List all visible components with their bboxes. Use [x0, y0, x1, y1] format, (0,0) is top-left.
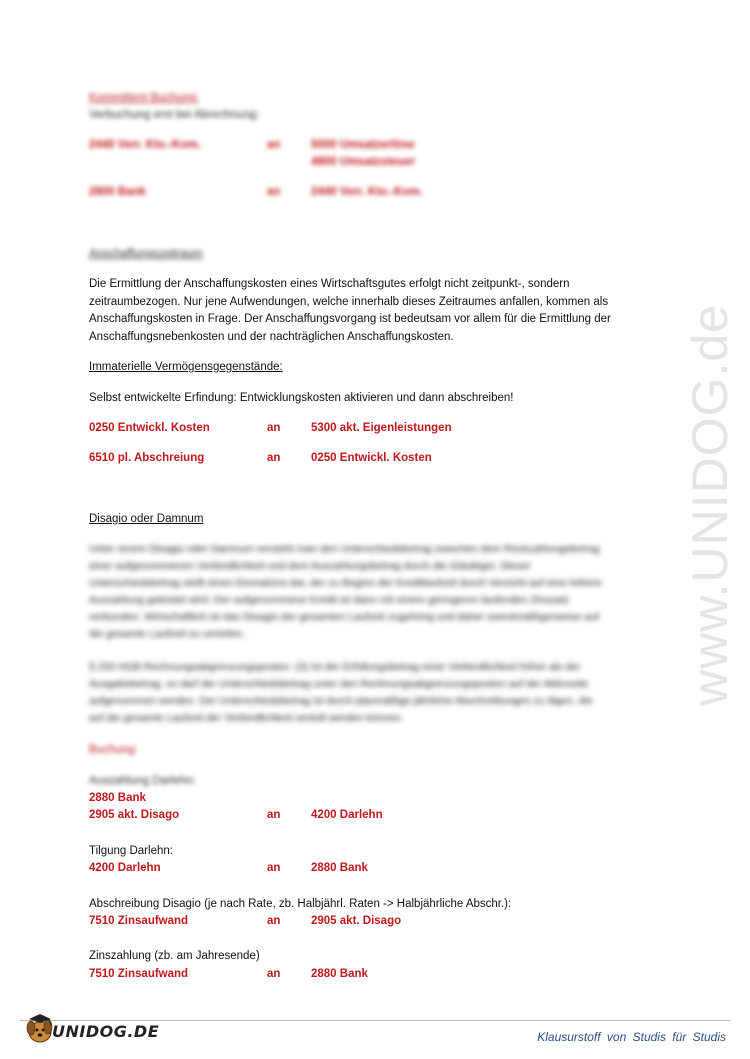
abschreibung-credit: 2905 akt. Disago: [311, 915, 402, 927]
paragraph-line: Anschaffungsnebenkosten und der nachträglichen Anschaffungskosten.: [89, 330, 454, 343]
kommittent-row1-credit1: 5000 Umsatzerlöse: [311, 139, 415, 151]
abschreibung-debit: 7510 Zinsaufwand: [89, 915, 189, 927]
auszahlung-label: Auszahlung Darlehn:: [89, 775, 196, 787]
immateriell-row2-credit: 0250 Entwickl. Kosten: [311, 452, 432, 464]
paragraph-line: einer aufgenommenen Verbindlichkeit und dem Auszahlungsbetrag durch die Gläubiger. Dieser: [89, 560, 531, 572]
zins-label: Zinszahlung (zb. am Jahresende): [89, 950, 260, 962]
paragraph-line: Anschaffungskosten in Frage. Der Anschaffungsvorgang ist bedeutsam vor allem für die Ermittlung der: [89, 313, 611, 325]
paragraph-line: Ausgabebetrag, so darf der Unterschiedsbetrag unter den Rechnungsabgrenzungsposten auf der Aktivseite: [89, 678, 589, 690]
paragraph-line: zeitraumbezogen. Nur jene Aufwendungen, welche innerhalb dieses Zeitraumes anfallen, kommen als: [89, 295, 609, 308]
auszahlung-row2-credit: 4200 Darlehn: [311, 809, 383, 821]
paragraph-line: § 250 HGB Rechnungsabgrenzungsposten: (3) Ist der Erfüllungsbetrag einer Verbindlichkeit höher als der: [89, 661, 581, 673]
tilgung-credit: 2880 Bank: [311, 862, 368, 874]
immateriell-row1-debit: 0250 Entwickl. Kosten: [89, 422, 210, 434]
anschaffung-heading: Anschaffungszeitraum: [89, 248, 203, 260]
buchung-label: Buchung:: [89, 744, 138, 756]
abschreibung-an: an: [267, 915, 281, 927]
immateriell-row2-debit: 6510 pl. Abschreiung: [89, 452, 205, 464]
paragraph-line: verbunden. Wirtschaftlich ist das Disagio der gesamten Laufzeit zugehörig und daher zweckmäßigerweise auf: [89, 611, 600, 623]
footer-tagline: Klausurstoff von Studis für Studis: [537, 1030, 726, 1044]
auszahlung-row2-an: an: [267, 809, 281, 821]
kommittent-row2-credit: 2440 Verr. Kto.-Kom.: [311, 186, 423, 198]
kommittent-row2-debit: 2800 Bank: [89, 186, 146, 198]
kommittent-subheading: Verbuchung erst bei Abrechnung:: [89, 109, 260, 121]
kommittent-row1-debit: 2440 Verr. Kto.-Kom.: [89, 139, 201, 151]
paragraph-line: Auszahlung geleistet wird. Der aufgenommene Kredit ist dann mit einem geringeren laufenden Zinssatz: [89, 594, 570, 606]
zins-credit: 2880 Bank: [311, 968, 368, 980]
kommittent-row1-credit2: 4800 Umsatzsteuer: [311, 156, 416, 168]
paragraph-line: Unter einem Disagio oder Damnum versteht man den Unterschiedsbetrag zwischen dem Rückzahlungsbetrag: [89, 543, 600, 555]
auszahlung-row2-debit: 2905 akt. Disago: [89, 809, 180, 821]
disagio-heading: Disagio oder Damnum: [89, 513, 204, 525]
kommittent-heading: Kommittent Buchung:: [89, 92, 199, 104]
kommittent-row2-an: an: [267, 186, 281, 198]
immateriell-intro: Selbst entwickelte Erfindung: Entwicklungskosten aktivieren und dann abschreiben!: [89, 392, 514, 404]
logo-text: UNIDOG.DE: [52, 1022, 160, 1041]
paragraph-line: Unterschiedsbetrag stellt einen Einmalzins dar, der zu Beginn der Kreditlaufzeit durch Verzicht auf eine höhere: [89, 577, 603, 589]
anschaffung-paragraph: [89, 276, 659, 346]
tilgung-an: an: [267, 862, 281, 874]
zins-debit: 7510 Zinsaufwand: [89, 968, 189, 980]
auszahlung-row1-debit: 2880 Bank: [89, 792, 146, 804]
tilgung-debit: 4200 Darlehn: [89, 862, 161, 874]
immateriell-row1-an: an: [267, 422, 281, 434]
disagio-paragraph-2: [89, 659, 659, 727]
immateriell-row1-credit: 5300 akt. Eigenleistungen: [311, 422, 452, 434]
immateriell-row2-an: an: [267, 452, 281, 464]
document-page: www.UNIDOG.de Kommittent Buchung: Verbuchung erst bei Abrechnung: 2440 Verr. Kto.-Kom. an 5000 Umsatzerlöse 4800 Umsatzsteuer 2800 Bank an 2440 Verr. Kto.-Kom. Anschaffungszeitraum Die Ermittlung der Anschaffungskosten eines Wirtschaftsgutes erfolgt nicht zeitpunkt-, sondern zeitraumbezogen. Nur jene Aufwendungen, welche innerhalb dieses Zeitraumes anfallen, kommen als Anschaffungskosten in Frage. Der Anschaffungsvorgang ist bedeutsam vor allem für die Ermittlung der Anschaffungsnebenkosten und der nachträglichen Anschaffungskosten. Immaterielle Vermögensgegenstände: Selbst entwickelte Erfindung: Entwicklungskosten aktivieren und dann abschreiben! 0250 Entwickl. Kosten an 5300 akt. Eigenleistungen 6510 pl. Abschreiung an 0250 Entwickl. Kosten Disagio oder Damnum Unter einem Disagio oder Damnum versteht man den Unterschiedsbetrag zwischen dem Rückzahlungsbetrag einer aufgenommenen Verbindlichkeit und dem Auszahlungsbetrag durch die Gläubiger. Dieser Unterschiedsbetrag stellt einen Einmalzins dar, der zu Beginn der Kreditlaufzeit durch Verzicht auf eine höhere Auszahlung geleistet wird. Der aufgenommene Kredit ist dann mit einem geringeren laufenden Zinssatz verbunden. Wirtschaftlich ist das Disagio der gesamten Laufzeit zugehörig und daher zweckmäßigerweise auf die gesamte Laufzeit zu verteilen. § 250 HGB Rechnungsabgrenzungsposten: (3) Ist der Erfüllungsbetrag einer Verbindlichkeit höher als der Ausgabebetrag, so darf der Unterschiedsbetrag unter den Rechnungsabgrenzungsposten auf der Aktivseite aufgenommen werden. Der Unterschiedsbetrag ist durch planmäßige jährliche Abschreibungen zu tilgen, die auf die gesamte Laufzeit der Verbindlichkeit verteilt werden können. Buchung: Auszahlung Darlehn: 2880 Bank 2905 akt. Disago an 4200 Darlehn Tilgung Darlehn: 4200 Darlehn an 2880 Bank Abschreibung Disagio (je nach Rate, zb. Halbjährl. Raten -> Halbjährliche Abschr.): 7510 Zinsaufwand an 2905 akt. Disago Zinszahlung (zb. am Jahresende) 7510 Zinsaufwand an 2880 Bank UNIDOG.DE Klausurstoff von Studis für Studis: [0, 0, 750, 1059]
immateriell-heading: Immaterielle Vermögensgegenstände:: [89, 361, 283, 373]
zins-an: an: [267, 968, 281, 980]
abschreibung-label: Abschreibung Disagio (je nach Rate, zb. Halbjährl. Raten -> Halbjährliche Abschr.):: [89, 898, 512, 910]
tilgung-label: Tilgung Darlehn:: [89, 845, 173, 857]
kommittent-row1-an: an: [267, 139, 281, 151]
paragraph-line: aufgenommen werden. Der Unterschiedsbetrag ist durch planmäßige jährliche Abschreibungen zu tilgen, die: [89, 695, 593, 707]
paragraph-line: Die Ermittlung der Anschaffungskosten eines Wirtschaftsgutes erfolgt nicht zeitpunkt-, sondern: [89, 278, 570, 290]
paragraph-line: die gesamte Laufzeit zu verteilen.: [89, 628, 246, 640]
paragraph-line: auf die gesamte Laufzeit der Verbindlichkeit verteilt werden können.: [89, 712, 404, 724]
disagio-paragraph-1: [89, 541, 659, 643]
